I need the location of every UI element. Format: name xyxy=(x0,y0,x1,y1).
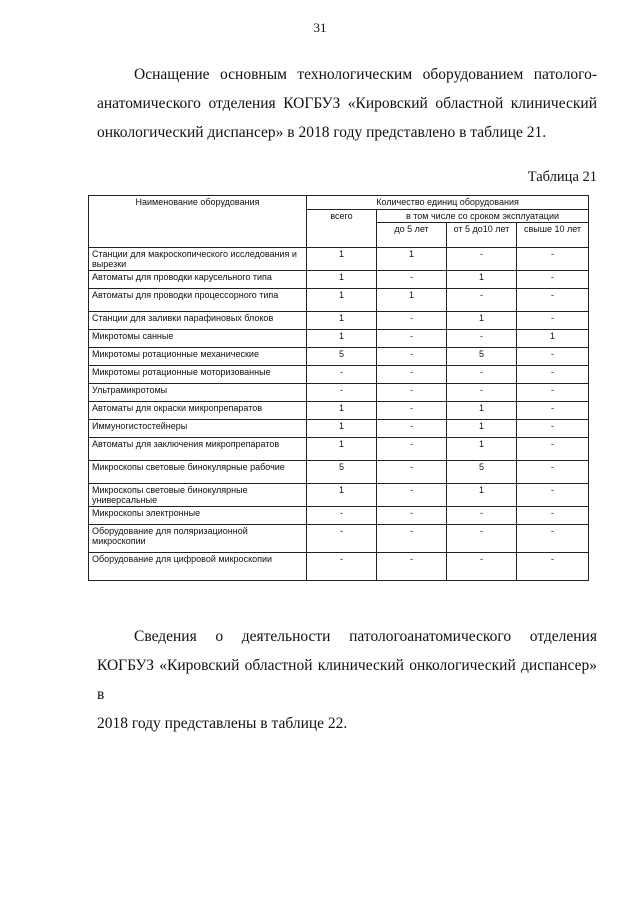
up-to-5-cell: - xyxy=(377,484,447,507)
over-10-cell: - xyxy=(517,438,589,461)
over-10-cell: - xyxy=(517,289,589,312)
table-row xyxy=(89,438,589,461)
table-row xyxy=(89,507,589,525)
table-row xyxy=(89,484,589,507)
total-cell: 1 xyxy=(307,402,377,420)
total-cell: 1 xyxy=(307,420,377,438)
total-cell: - xyxy=(307,366,377,384)
from-5-to-10-cell: - xyxy=(447,525,517,553)
from-5-to-10-cell: - xyxy=(447,248,517,271)
up-to-5-cell: 1 xyxy=(377,248,447,271)
equipment-name-cell: Микротомы санные xyxy=(89,330,307,348)
up-to-5-cell: - xyxy=(377,348,447,366)
equipment-name-cell: Микротомы ротационные механические xyxy=(89,348,307,366)
over-10-cell: - xyxy=(517,461,589,484)
closing-line-2: КОГБУЗ «Кировский областной клинический онкологический диспансер» в xyxy=(97,657,597,703)
over-10-cell: - xyxy=(517,271,589,289)
from-5-to-10-cell: 1 xyxy=(447,402,517,420)
over-10-cell: 1 xyxy=(517,330,589,348)
table-row xyxy=(89,366,589,384)
equipment-table-body xyxy=(89,248,589,581)
header-including: в том числе со сроком эксплуатации xyxy=(377,210,589,223)
header-equipment-name: Наименование оборудования xyxy=(89,196,307,248)
over-10-cell: - xyxy=(517,312,589,330)
from-5-to-10-cell: 5 xyxy=(447,461,517,484)
closing-paragraph xyxy=(97,622,597,738)
up-to-5-cell: - xyxy=(377,507,447,525)
table-row xyxy=(89,312,589,330)
over-10-cell: - xyxy=(517,248,589,271)
table-row xyxy=(89,330,589,348)
total-cell: 1 xyxy=(307,438,377,461)
from-5-to-10-cell: 1 xyxy=(447,438,517,461)
header-total: всего xyxy=(307,210,377,248)
from-5-to-10-cell: 1 xyxy=(447,271,517,289)
equipment-name-cell: Микроскопы световые бинокулярные рабочие xyxy=(89,461,307,484)
equipment-name-cell: Станции для заливки парафиновых блоков xyxy=(89,312,307,330)
up-to-5-cell: - xyxy=(377,525,447,553)
up-to-5-cell: - xyxy=(377,271,447,289)
table-row xyxy=(89,271,589,289)
from-5-to-10-cell: 1 xyxy=(447,484,517,507)
equipment-name-cell: Микроскопы световые бинокулярные универсальные xyxy=(89,484,307,507)
from-5-to-10-cell: - xyxy=(447,553,517,581)
header-over-10: свыше 10 лет xyxy=(517,223,589,248)
over-10-cell: - xyxy=(517,507,589,525)
total-cell: - xyxy=(307,384,377,402)
table-row xyxy=(89,248,589,271)
equipment-name-cell: Автоматы для заключения микропрепаратов xyxy=(89,438,307,461)
over-10-cell: - xyxy=(517,348,589,366)
total-cell: 1 xyxy=(307,289,377,312)
from-5-to-10-cell: - xyxy=(447,507,517,525)
equipment-name-cell: Станции для макроскопического исследования и вырезки xyxy=(89,248,307,271)
up-to-5-cell: - xyxy=(377,384,447,402)
intro-line-3: онкологический диспансер» в 2018 году представлено в таблице 21. xyxy=(97,124,547,141)
table-row xyxy=(89,402,589,420)
up-to-5-cell: - xyxy=(377,330,447,348)
closing-line-1: Сведения о деятельности патологоанатомического отделения xyxy=(134,628,597,645)
header-5-to-10: от 5 до10 лет xyxy=(447,223,517,248)
up-to-5-cell: - xyxy=(377,420,447,438)
from-5-to-10-cell: - xyxy=(447,289,517,312)
table-row xyxy=(89,461,589,484)
from-5-to-10-cell: 1 xyxy=(447,312,517,330)
intro-paragraph xyxy=(97,60,597,147)
from-5-to-10-cell: - xyxy=(447,330,517,348)
total-cell: - xyxy=(307,553,377,581)
total-cell: 1 xyxy=(307,271,377,289)
over-10-cell: - xyxy=(517,484,589,507)
total-cell: 5 xyxy=(307,461,377,484)
up-to-5-cell: - xyxy=(377,553,447,581)
from-5-to-10-cell: 5 xyxy=(447,348,517,366)
equipment-name-cell: Иммуногистостейнеры xyxy=(89,420,307,438)
over-10-cell: - xyxy=(517,384,589,402)
equipment-name-cell: Оборудование для цифровой микроскопии xyxy=(89,553,307,581)
table-caption: Таблица 21 xyxy=(527,169,597,185)
closing-line-3: 2018 году представлены в таблице 22. xyxy=(97,715,348,732)
over-10-cell: - xyxy=(517,553,589,581)
table-row xyxy=(89,348,589,366)
total-cell: 1 xyxy=(307,330,377,348)
over-10-cell: - xyxy=(517,366,589,384)
up-to-5-cell: - xyxy=(377,366,447,384)
table-row xyxy=(89,553,589,581)
from-5-to-10-cell: 1 xyxy=(447,420,517,438)
from-5-to-10-cell: - xyxy=(447,366,517,384)
total-cell: - xyxy=(307,525,377,553)
intro-line-1: Оснащение основным технологическим оборудованием патолого- xyxy=(134,66,597,83)
total-cell: 1 xyxy=(307,484,377,507)
total-cell: 5 xyxy=(307,348,377,366)
table-row xyxy=(89,420,589,438)
up-to-5-cell: - xyxy=(377,461,447,484)
over-10-cell: - xyxy=(517,402,589,420)
table-row xyxy=(89,525,589,553)
equipment-name-cell: Автоматы для проводки процессорного типа xyxy=(89,289,307,312)
header-quantity: Количество единиц оборудования xyxy=(307,196,589,210)
equipment-name-cell: Ультрамикротомы xyxy=(89,384,307,402)
table-row xyxy=(89,384,589,402)
header-up-to-5: до 5 лет xyxy=(377,223,447,248)
up-to-5-cell: - xyxy=(377,438,447,461)
page-number: 31 xyxy=(313,20,327,35)
equipment-name-cell: Автоматы для проводки карусельного типа xyxy=(89,271,307,289)
up-to-5-cell: - xyxy=(377,402,447,420)
over-10-cell: - xyxy=(517,525,589,553)
equipment-name-cell: Микротомы ротационные моторизованные xyxy=(89,366,307,384)
equipment-table xyxy=(88,195,589,581)
equipment-name-cell: Оборудование для поляризационной микроскопии xyxy=(89,525,307,553)
equipment-name-cell: Микроскопы электронные xyxy=(89,507,307,525)
equipment-name-cell: Автоматы для окраски микропрепаратов xyxy=(89,402,307,420)
total-cell: - xyxy=(307,507,377,525)
up-to-5-cell: 1 xyxy=(377,289,447,312)
table-row xyxy=(89,289,589,312)
intro-line-2: анатомического отделения КОГБУЗ «Кировский областной клинический xyxy=(97,95,597,112)
total-cell: 1 xyxy=(307,248,377,271)
up-to-5-cell: - xyxy=(377,312,447,330)
from-5-to-10-cell: - xyxy=(447,384,517,402)
over-10-cell: - xyxy=(517,420,589,438)
total-cell: 1 xyxy=(307,312,377,330)
